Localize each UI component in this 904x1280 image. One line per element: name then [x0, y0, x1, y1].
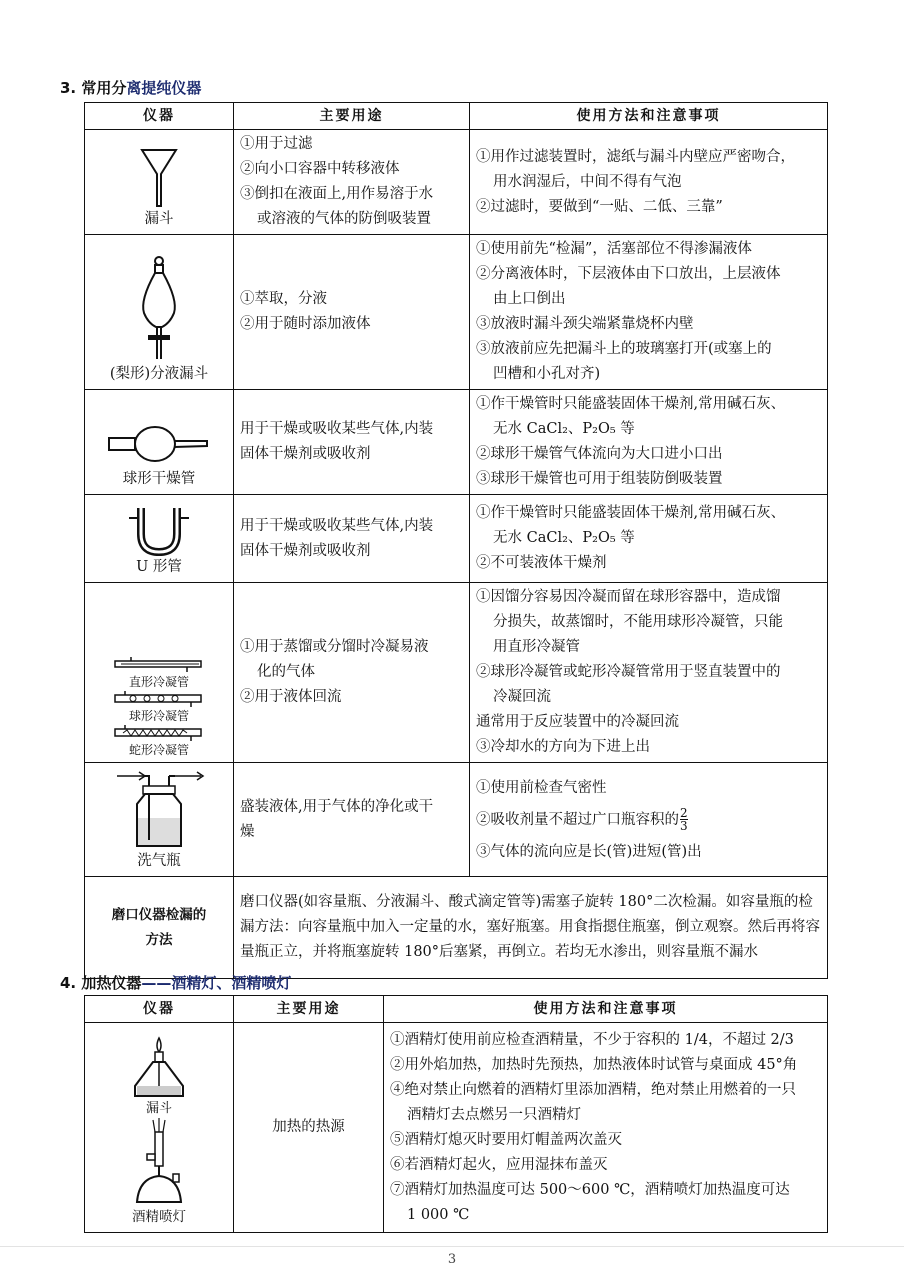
method-cell: ①作干燥管时只能盛装固体干燥剂,常用碱石灰、 无水 CaCl₂、P₂O₅ 等 ②球形干燥管气体流向为大口进小口出 ③球形干燥管也可用于组装防倒吸装置 — [470, 390, 828, 495]
instrument-cell — [85, 495, 234, 583]
method-cell: ①使用前先“检漏”，活塞部位不得渗漏液体 ②分离液体时，下层液体由下口放出，上层液体 由上口倒出 ③放液时漏斗颈尖端紧靠烧杯内壁 ③放液前应先把漏斗上的玻璃塞打开(或塞上的 凹槽和小孔对齐) — [470, 235, 828, 390]
table-row — [85, 583, 828, 763]
method-cell: ①用作过滤装置时，滤纸与漏斗内壁应严密吻合， 用水润湿后，中间不得有气泡 ②过滤时，要做到“一贴、二低、三靠” — [470, 130, 828, 235]
page-number: 3 — [447, 1252, 457, 1267]
leak-check-label-cell: 磨口仪器检漏的 方法 — [85, 877, 234, 979]
instrument-name: 直形冷凝管 — [128, 675, 189, 689]
alcohol-lamp-icon — [129, 1036, 189, 1100]
gas-washing-bottle-icon — [113, 768, 205, 850]
use-cell: 用于干燥或吸收某些气体,内装 固体干燥剂或吸收剂 — [234, 390, 470, 495]
table-row — [85, 235, 828, 390]
instrument-name: (梨形)分液漏斗 — [109, 366, 209, 382]
instrument-cell — [85, 1023, 234, 1233]
header-main-use: 主要用途 — [234, 996, 384, 1023]
bulb-condenser-icon — [111, 690, 207, 708]
instrument-name: U 形管 — [136, 559, 182, 575]
header-usage-notes: 使用方法和注意事项 — [470, 103, 828, 130]
instrument-name: 球形冷凝管 — [128, 709, 189, 723]
method-cell: ①使用前检查气密性 ②吸收剂量不超过广口瓶容积的 $\frac{2}{3}$ ③气体的流向应是长(管)进短(管)出 — [470, 763, 828, 877]
page-divider — [0, 1246, 904, 1247]
table-row — [85, 1023, 828, 1233]
use-cell: 用于干燥或吸收某些气体,内装 固体干燥剂或吸收剂 — [234, 495, 470, 583]
table-header-row — [85, 996, 828, 1023]
table-row — [85, 763, 828, 877]
instrument-cell — [85, 583, 234, 763]
leak-check-text-cell: 磨口仪器(如容量瓶、分液漏斗、酸式滴定管等)需塞子旋转 180°二次检漏。如容量瓶的检漏方法：向容量瓶中加入一定量的水，塞好瓶塞。用食指摁住瓶塞，倒立观察。然后再将容量瓶正立，并将瓶塞旋转 180°后塞紧，再倒立。若均无水渗出，则容量瓶不漏水 — [234, 877, 828, 979]
use-cell: ①用于蒸馏或分馏时冷凝易液 化的气体 ②用于液体回流 — [234, 583, 470, 763]
header-instrument: 仪器 — [85, 996, 234, 1023]
instrument-name: 漏斗 — [145, 1101, 172, 1116]
heating-instruments-table — [84, 995, 828, 1233]
drying-tube-icon — [107, 424, 211, 468]
use-cell: ①萃取，分液 ②用于随时添加液体 — [234, 235, 470, 390]
separatory-funnel-icon — [134, 255, 184, 363]
coil-condenser-icon — [111, 724, 207, 742]
table-header-row — [85, 103, 828, 130]
fraction: $\frac{2}{3}$ — [680, 806, 688, 833]
instrument-name: 球形干燥管 — [122, 471, 196, 487]
separation-instruments-table — [84, 102, 828, 979]
use-cell: ①用于过滤 ②向小口容器中转移液体 ③倒扣在液面上,用作易溶于水 或溶液的气体的防倒吸装置 — [234, 130, 470, 235]
table-row — [85, 130, 828, 235]
method-cell: ①因馏分容易因冷凝而留在球形容器中，造成馏 分损失，故蒸馏时，不能用球形冷凝管，只能 用直形冷凝管 ②球形冷凝管或蛇形冷凝管常用于竖直装置中的 冷凝回流 通常用于反应装置中的冷凝回流 ③冷却水的方向为下进上出 — [470, 583, 828, 763]
header-usage-notes: 使用方法和注意事项 — [384, 996, 828, 1023]
instrument-cell — [85, 235, 234, 390]
section-3-title: 3. 常用分离提纯仪器 — [60, 79, 202, 97]
table-row — [85, 390, 828, 495]
instrument-name: 漏斗 — [144, 211, 174, 227]
straight-condenser-icon — [111, 656, 207, 674]
table-row — [85, 877, 828, 979]
u-tube-icon — [127, 504, 191, 556]
use-cell: 加热的热源 — [234, 1023, 384, 1233]
instrument-name: 蛇形冷凝管 — [128, 743, 189, 757]
instrument-name: 酒精喷灯 — [132, 1209, 186, 1225]
alcohol-blast-lamp-icon — [129, 1118, 189, 1206]
use-cell: 盛装液体,用于气体的净化或干 燥 — [234, 763, 470, 877]
instrument-cell — [85, 130, 234, 235]
header-instrument: 仪器 — [85, 103, 234, 130]
funnel-icon — [139, 146, 179, 208]
instrument-cell — [85, 763, 234, 877]
section-4-title: 4. 加热仪器——酒精灯、酒精喷灯 — [60, 974, 292, 992]
table-row — [85, 495, 828, 583]
header-main-use: 主要用途 — [234, 103, 470, 130]
instrument-name: 洗气瓶 — [137, 853, 181, 869]
method-cell: ①酒精灯使用前应检查酒精量，不少于容积的 1/4，不超过 2/3 ②用外焰加热，加热时先预热，加热液体时试管与桌面成 45°角 ④绝对禁止向燃着的酒精灯里添加酒精，绝对禁止用燃着的一只 酒精灯去点燃另一只酒精灯 ⑤酒精灯熄灭时要用灯帽盖两次盖灭 ⑥若酒精灯起火，应用湿抹布盖灭 ⑦酒精灯加热温度可达 500～600 ℃，酒精喷灯加热温度可达 1 000 ℃ — [384, 1023, 828, 1233]
instrument-cell — [85, 390, 234, 495]
method-cell: ①作干燥管时只能盛装固体干燥剂,常用碱石灰、 无水 CaCl₂、P₂O₅ 等 ②不可装液体干燥剂 — [470, 495, 828, 583]
